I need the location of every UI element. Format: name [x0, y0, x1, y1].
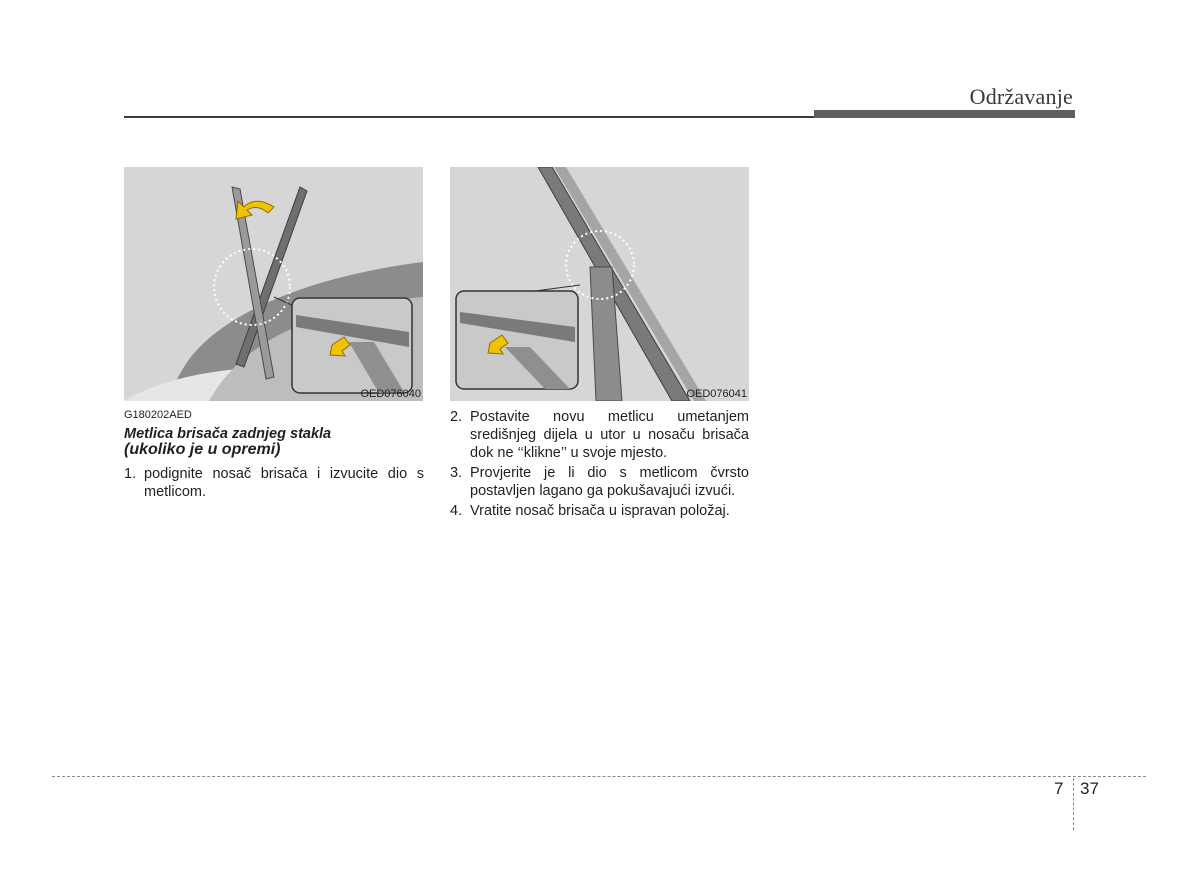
steps-list-right — [450, 408, 749, 522]
chapter-number: 7 — [1054, 779, 1064, 798]
rear-wiper-illustration — [124, 167, 423, 401]
step-number: 2. — [450, 409, 463, 425]
section-title: Održavanje — [969, 84, 1073, 109]
step-item — [450, 464, 749, 500]
step-number: 3. — [450, 465, 463, 481]
figure-rear-wiper-lift — [124, 167, 423, 401]
header-rule-accent — [814, 110, 1075, 118]
footer-page-divider — [1073, 778, 1074, 830]
section-heading — [124, 426, 424, 458]
step-text: Postavite novu metlicu umetanjem središnjeg dijela u utor u nosaču brisača dok ne ‘‘klikne’’ u svoje mjesto. — [470, 409, 749, 461]
step-text: Vratite nosač brisača u ispravan položaj. — [470, 503, 730, 519]
reference-code: G180202AED — [124, 409, 192, 421]
step-item — [450, 502, 749, 520]
figure-code: OED076041 — [686, 388, 747, 400]
footer-divider — [52, 776, 1146, 777]
steps-list-left — [124, 465, 424, 503]
step-item — [450, 408, 749, 462]
blade-install-illustration — [450, 167, 749, 401]
figure-code: OED076040 — [360, 388, 421, 400]
step-number: 4. — [450, 503, 463, 519]
heading-line-2: (ukoliko je u opremi) — [124, 441, 281, 458]
step-text: podignite nosač brisača i izvucite dio s metlicom. — [144, 466, 424, 500]
figure-install-blade — [450, 167, 749, 401]
page-number: 37 — [1080, 779, 1099, 798]
step-number: 1. — [124, 466, 137, 482]
heading-line-1: Metlica brisača zadnjeg stakla — [124, 426, 332, 442]
header-rule — [124, 116, 814, 118]
step-text: Provjerite je li dio s metlicom čvrsto postavljen lagano ga pokušavajući izvući. — [470, 465, 749, 499]
step-item — [124, 465, 424, 501]
